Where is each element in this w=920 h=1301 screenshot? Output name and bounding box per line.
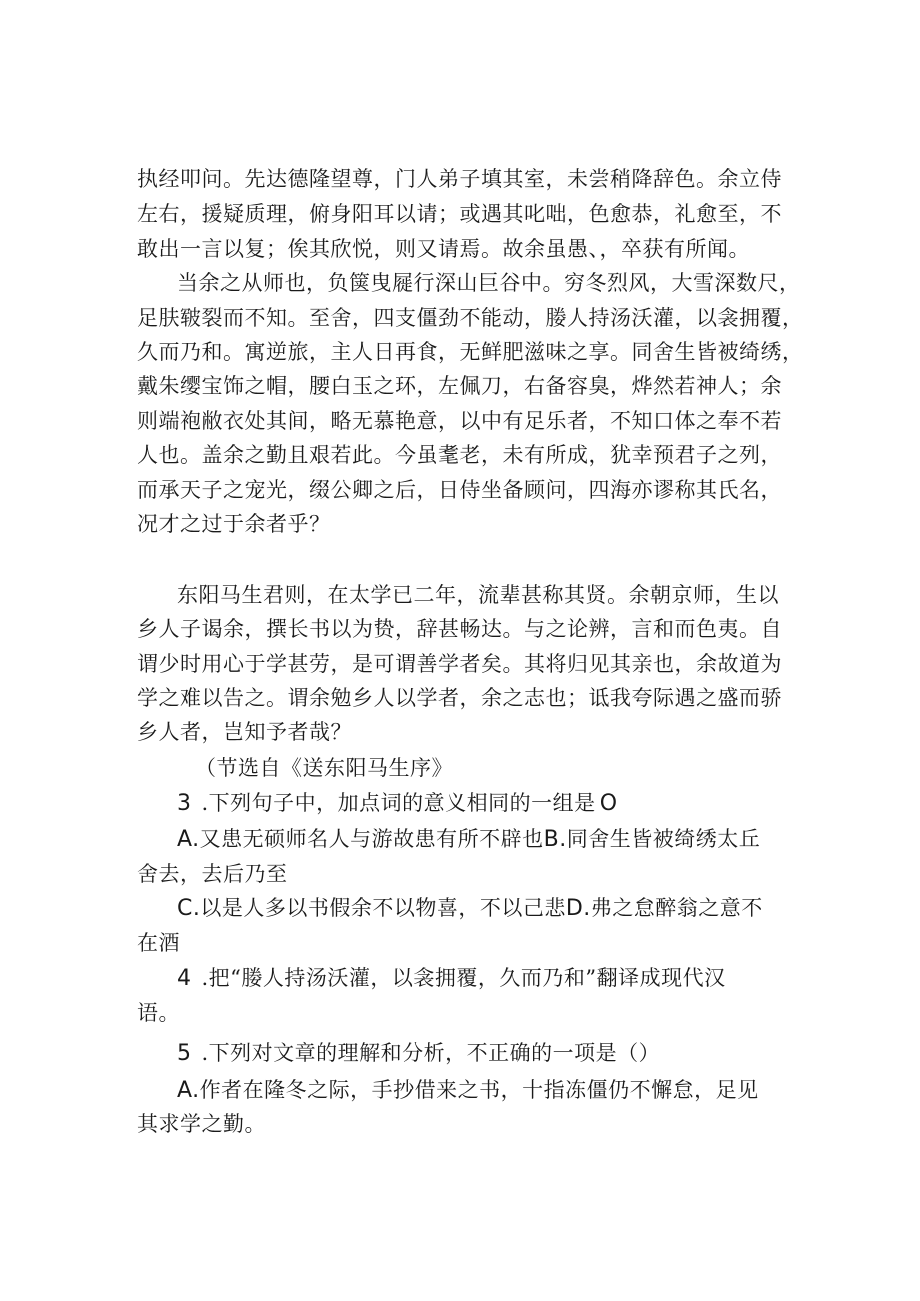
question-3-number: 3 bbox=[177, 791, 192, 816]
option-a-text: 又患无硕师名人与游故患有所不辟也 bbox=[199, 827, 544, 851]
option-b-label: B. bbox=[543, 827, 567, 852]
source-citation: （节选自《送东阳马生序》 bbox=[195, 756, 453, 780]
paragraph-3-line-3: 谓少时用心于学甚劳，是可谓善学者矣。其将归见其亲也，余故道为 bbox=[137, 652, 782, 676]
q5-option-a-text: 作者在隆冬之际，手抄借来之书，十指冻僵仍不懈怠，足见 bbox=[199, 1078, 759, 1102]
paragraph-2-line-3: 久而乃和。寓逆旅，主人日再食，无鲜肥滋味之享。同舍生皆被绮绣， bbox=[137, 340, 804, 364]
question-3-text: .下列句子中，加点词的意义相同的一组是 bbox=[201, 791, 596, 815]
option-d-label: D. bbox=[565, 896, 591, 921]
question-4-stem bbox=[177, 968, 726, 990]
question-4-number: 4 bbox=[177, 966, 192, 991]
q5-option-a-label: A. bbox=[177, 1078, 200, 1103]
paragraph-1-line-1: 执经叩问。先达德隆望尊，门人弟子填其室，未尝稍降辞色。余立侍 bbox=[137, 167, 782, 191]
paragraph-3-line-1: 东阳马生君则，在太学已二年，流辈甚称其贤。余朝京师，生以 bbox=[177, 583, 779, 607]
option-d-continuation: 在酒 bbox=[137, 931, 180, 955]
option-a-label: A. bbox=[177, 827, 200, 852]
paragraph-2-line-4: 戴朱缨宝饰之帽，腰白玉之环，左佩刀，右备容臭，烨然若神人；余 bbox=[137, 374, 782, 398]
option-c-label: C. bbox=[177, 896, 201, 921]
question-3-stem bbox=[177, 793, 618, 815]
paragraph-3-line-5: 乡人者，岂知予者哉？ bbox=[137, 720, 352, 744]
paragraph-1-line-2: 左右，援疑质理，俯身阳耳以请；或遇其叱咄，色愈恭，礼愈至，不 bbox=[137, 202, 782, 226]
option-d-text: 弗之怠醉翁之意不 bbox=[590, 896, 763, 920]
paragraph-3-line-4: 学之难以告之。谓余勉乡人以学者，余之志也；诋我夸际遇之盛而骄 bbox=[137, 686, 782, 710]
question-3-option-cd bbox=[177, 898, 763, 920]
question-4-text: .把“媵人持汤沃灌，以衾拥覆，久而乃和”翻译成现代汉 bbox=[201, 966, 726, 990]
question-5-stem bbox=[177, 1043, 660, 1065]
paragraph-3-line-2: 乡人子谒余，撰长书以为贽，辞甚畅达。与之论辨，言和而色夷。自 bbox=[137, 617, 782, 641]
paragraph-2-line-1: 当余之从师也，负箧曳屣行深山巨谷中。穷冬烈风，大雪深数尺， bbox=[177, 271, 801, 295]
paragraph-2-line-6: 人也。盖余之勤且艰若此。今虽耄老，未有所成，犹幸预君子之列， bbox=[137, 443, 782, 467]
paragraph-2-line-8: 况才之过于余者乎？ bbox=[137, 512, 331, 536]
option-b-text: 同舍生皆被绮绣太丘 bbox=[566, 827, 761, 851]
q5-option-a-continuation: 其求学之勤。 bbox=[137, 1112, 266, 1136]
question-5-option-a bbox=[177, 1080, 759, 1102]
paragraph-1-line-3: 敢出一言以复；俟其欣悦，则又请焉。故余虽愚、，卒获有所闻。 bbox=[137, 237, 750, 261]
question-3-option-ab bbox=[177, 829, 760, 851]
question-5-text: .下列对文章的理解和分析，不正确的一项是（） bbox=[201, 1041, 661, 1065]
paragraph-2-line-2: 足肤皲裂而不知。至舍，四支僵劲不能动，媵人持汤沃灌，以衾拥覆， bbox=[137, 306, 804, 330]
option-c-text: 以是人多以书假余不以物喜，不以己悲 bbox=[200, 896, 566, 920]
question-4-continuation: 语。 bbox=[137, 1001, 180, 1025]
paragraph-2-line-5: 则端袍敝衣处其间，略无慕艳意，以中有足乐者，不知口体之奉不若 bbox=[137, 409, 782, 433]
option-b-continuation: 舍去，去后乃至 bbox=[137, 862, 288, 886]
question-3-answer-blank: O bbox=[599, 791, 618, 816]
paragraph-2-line-7: 而承天子之宠光，缀公卿之后，日侍坐备顾问，四海亦谬称其氏名， bbox=[137, 478, 782, 502]
question-5-number: 5 bbox=[177, 1041, 192, 1066]
